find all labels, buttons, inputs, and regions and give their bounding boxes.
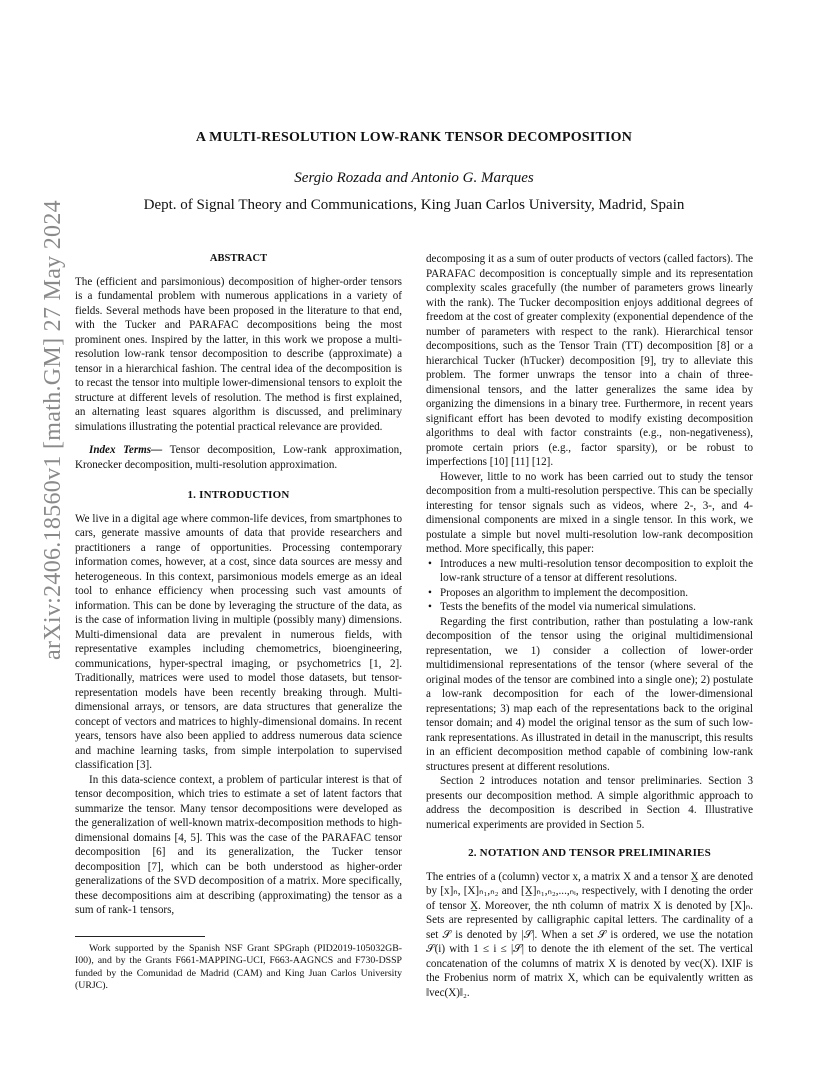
notation-paragraph: The entries of a (column) vector x, a matrix X and a tensor X̲ are denoted by [x]ₙ, [X]ₙ₁,ₙ₂ and [X̲]ₙ₁,ₙ₂,...,ₙᵢ, respectively, with I denoting the order of tensor X̲. Moreover, the nth column of matrix X is denoted by [X]ₙ. Sets are represented by calligraphic capital letters. The cardinality of a set 𝒮 is denoted by |𝒮|. When a set 𝒮 is ordered, we use the notation 𝒮(i) with 1 ≤ i ≤ |𝒮| to denote the ith element of the set. The vertical concatenation of the columns of matrix X is denoted by vec(X). ‖X‖F is the Frobenius norm of matrix X, which can be equivalently written as ‖vec(X)‖₂. — [426, 870, 753, 999]
section-2-heading: 2. NOTATION AND TENSOR PRELIMINARIES — [468, 847, 711, 859]
contribution-list — [426, 557, 753, 615]
right-paragraph-4: Section 2 introduces notation and tensor preliminaries. Section 3 presents our decomposition method. A simple algorithmic approach to address the decomposition is described in Section 4. Illustrative numerical experiments are provided in Section 5. — [426, 775, 753, 831]
abstract-text: The (efficient and parsimonious) decomposition of higher-order tensors is a fundamental problem with numerous applications in a variety of fields. Several methods have been proposed in the literature to that end, with the Tucker and PARAFAC decompositions being the most prominent ones. Inspired by the latter, in this work we propose a multi-resolution low-rank tensor decomposition to describe (approximate) a tensor in a hierarchical fashion. The central idea of the decomposition is to recast the tensor into multiple lower-dimensional tensors to exploit the structure at different levels of resolution. The method is first explained, an alternating least squares algorithm is discussed, and preliminary simulations illustrating the potential practical relevance are provided. — [75, 275, 402, 433]
left-column — [75, 252, 402, 993]
footnote-rule — [75, 936, 205, 937]
list-item: • Tests the benefits of the model via numerical simulations. — [428, 601, 696, 613]
right-paragraph-1: decomposing it as a sum of outer products of vectors (called factors). The PARAFAC decomposition is conceptually simple and its representation complexity scales gracefully (the number of parameters grows linearly with the rank). The Tucker decomposition enjoys additional degrees of freedom at the cost of greater complexity (exponential dependence of the number of parameters with respect to the rank). Hierarchical tensor decompositions, such as the Tensor Train (TT) decomposition [8] or a hierarchical Tucker (hTucker) decomposition [9], try to alleviate this problem. The former unwraps the tensor into a chain of three-dimensional tensors, and the latter generalizes the same idea by organizing the dimensions in a binary tree. Furthermore, in recent years significant effort has been devoted to modify existing decomposition algorithms to deal with factor constraints (e.g., non-negativeness), promote certain priors (e.g., factor sparsity), or be robust to imperfections [10] [11] [12]. — [426, 253, 753, 468]
index-terms — [75, 443, 402, 472]
right-column — [426, 252, 753, 1000]
footnote: Work supported by the Spanish NSF Grant SPGraph (PID2019-105032GB-I00), and by the Grants F661-MAPPING-UCI, F663-AAGNCS and F730-DSSP funded by the Comunidad de Madrid (CAM) and King Juan Carlos University (URJC). — [75, 942, 402, 991]
intro-heading: 1. INTRODUCTION — [187, 489, 290, 501]
paper-title: A MULTI-RESOLUTION LOW-RANK TENSOR DECOMPOSITION — [195, 130, 633, 145]
index-terms-text: Tensor decomposition, Low-rank approximation, Kronecker decomposition, multi-resolution approximation. — [75, 444, 402, 471]
paper-authors: Sergio Rozada and Antonio G. Marques — [294, 170, 534, 186]
arxiv-stamp — [20, 200, 66, 670]
bullet-icon: • — [428, 586, 432, 599]
bullet-icon: • — [428, 557, 432, 570]
intro-paragraph-2: In this data-science context, a problem of particular interest is that of tensor decomposition, which tries to estimate a set of latent factors that summarize the tensor. Many tensor decompositions were developed as the generalization of well-known matrix-decomposition methods to high-dimensional domains [4, 5]. This was the case of the PARAFAC tensor decomposition [6] and its generalization, the Tucker tensor decomposition [7], which can be both understood as higher-order generalizations of the SVD decomposition of a matrix. More specifically, these decompositions aim at describing (approximating) the tensor as a sum of rank-1 tensors, — [75, 773, 402, 916]
index-terms-label: Index Terms— — [89, 444, 163, 456]
right-paragraph-3: Regarding the first contribution, rather than postulating a low-rank decomposition of the tensor using the original multidimensional representation, we 1) consider a collection of lower-order multidimensional representations of the tensor (where several of the original modes of the tensor are combined into a single one); 2) postulate a low-rank decomposition for each of the lower-dimensional representations; 3) map each of the representations back to the original tensor domain; and 4) model the original tensor as the sum of such low-rank representations. As illustrated in detail in the manuscript, this results in an efficient decomposition method capable of combining low-rank structures present at different resolutions. — [426, 615, 753, 773]
paper-affiliation: Dept. of Signal Theory and Communications, King Juan Carlos University, Madrid, Spain — [143, 197, 685, 213]
list-item: • Introduces a new multi-resolution tensor decomposition to exploit the low-rank structure of a tensor at different resolutions. — [428, 557, 753, 584]
right-paragraph-2: However, little to no work has been carried out to study the tensor decomposition from a multi-resolution perspective. This can be specially interesting for tensor signals such as videos, where 2-, 3-, and 4-dimensional components are mixed in a single tensor. In this work, we postulate a simple but novel multi-resolution low-rank decomposition method. More specifically, this paper: — [426, 470, 753, 555]
bullet-icon: • — [428, 601, 432, 613]
list-item: • Proposes an algorithm to implement the decomposition. — [428, 586, 689, 599]
arxiv-stamp-text: arXiv:2406.18560v1 [math.GM] 27 May 2024 — [40, 200, 66, 660]
abstract-heading: ABSTRACT — [209, 253, 268, 264]
intro-paragraph-1: We live in a digital age where common-life devices, from smartphones to cars, generate massive amounts of data that provide researchers and practitioners a range of opportunities. Processing contemporary information comes, however, at a cost, since data sources are messy and heterogeneous. In this context, parsimonious models emerge as an ideal tool to enhance efficiency when processing such vast amounts of information. This can be done by leveraging the structure of the data, as is the case of information living in multiple (possibly many) dimensions. Multi-dimensional data are prevalent in numerous fields, with representative examples including chemometrics, bioengineering, communications, hyper-spectral imaging, or psychometrics [1, 2]. Traditionally, matrices were used to model those datasets, but tensor-representation models have been recently breaking through. Multi-dimensional arrays, or tensors, are data structures that generalize the concept of vectors and matrices to highly-dimensional domains. In recent years, tensors have also been applied to address numerous data science and machine learning tasks, from simple interpolation to supervised classification [3]. — [75, 512, 402, 771]
